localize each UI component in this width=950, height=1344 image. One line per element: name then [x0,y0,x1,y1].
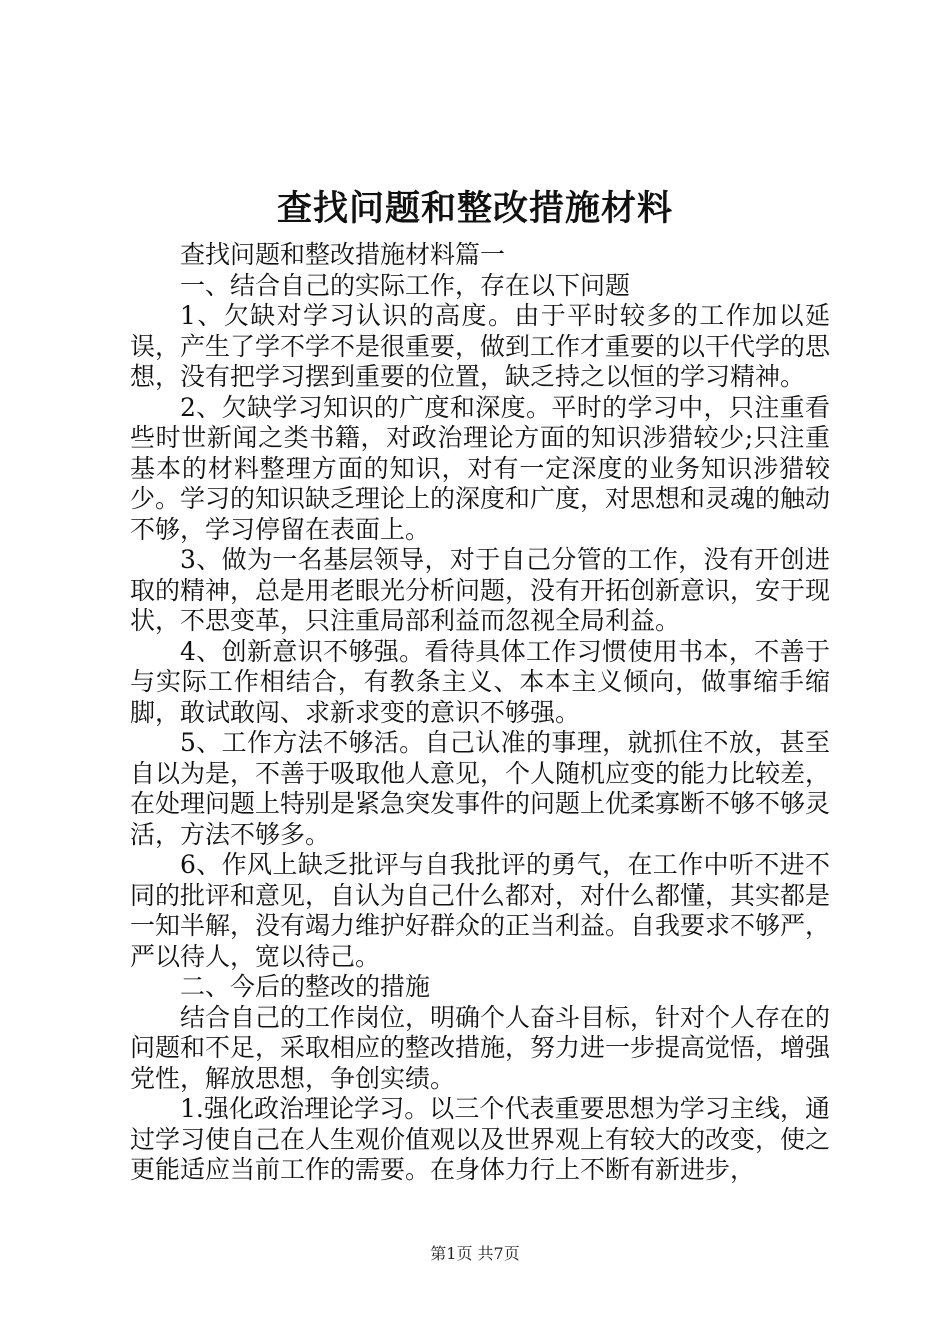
page-number-footer: 第1页 共7页 [430,1244,520,1263]
paragraph-problem-5: 5、工作方法不够活。自己认准的事理，就抓住不放，甚至自以为是，不善于吸取他人意见，个人随机应变的能力比较差，在处理问题上特别是紧急突发事件的问题上优柔寡断不够不够灵活，方法不够多。 [130,728,831,849]
paragraph-section-heading-2: 二、今后的整改的措施 [180,972,431,1001]
paragraph-problem-2: 2、欠缺学习知识的广度和深度。平时的学习中，只注重看些时世新闻之类书籍，对政治理论方面的知识涉猎较少;只注重基本的材料整理方面的知识，对有一定深度的业务知识涉猎较少。学习的知识缺乏理论上的深度和广度，对思想和灵魂的触动不够，学习停留在表面上。 [130,392,831,544]
paragraph-measure-1: 1.强化政治理论学习。以三个代表重要思想为学习主线，通过学习使自己在人生观价值观以及世界观上有较大的改变，使之更能适应当前工作的需要。在身体力行上不断有新进步， [130,1094,831,1184]
paragraph-problem-4: 4、创新意识不够强。看待具体工作习惯使用书本，不善于与实际工作相结合，有教条主义、本本主义倾向，做事缩手缩脚，敢试敢闯、求新求变的意识不够强。 [130,636,830,727]
paragraph-problem-3: 3、做为一名基层领导，对于自己分管的工作，没有开创进取的精神，总是用老眼光分析问题，没有开拓创新意识，安于现状，不思变革，只注重局部利益而忽视全局利益。 [130,545,831,635]
paragraph-problem-1: 1、欠缺对学习认识的高度。由于平时较多的工作加以延误，产生了学不学不是很重要，做到工作才重要的以干代学的思想，没有把学习摆到重要的位置，缺乏持之以恒的学习精神。 [130,301,831,391]
document-body [130,240,830,1186]
paragraph-measures-intro: 结合自己的工作岗位，明确个人奋斗目标，针对个人存在的问题和不足，采取相应的整改措施，努力进一步提高觉悟，增强党性，解放思想，争创实绩。 [130,1002,831,1093]
document-title: 查找问题和整改措施材料 [276,188,673,229]
paragraph-subtitle: 查找问题和整改措施材料篇一 [180,240,506,269]
paragraph-section-heading-1: 一、结合自己的实际工作，存在以下问题 [180,270,631,300]
paragraph-problem-6: 6、作风上缺乏批评与自我批评的勇气，在工作中听不进不同的批评和意见，自认为自己什么都对，对什么都懂，其实都是一知半解，没有竭力维护好群众的正当利益。自我要求不够严，严以待人，宽以待己。 [130,850,831,971]
